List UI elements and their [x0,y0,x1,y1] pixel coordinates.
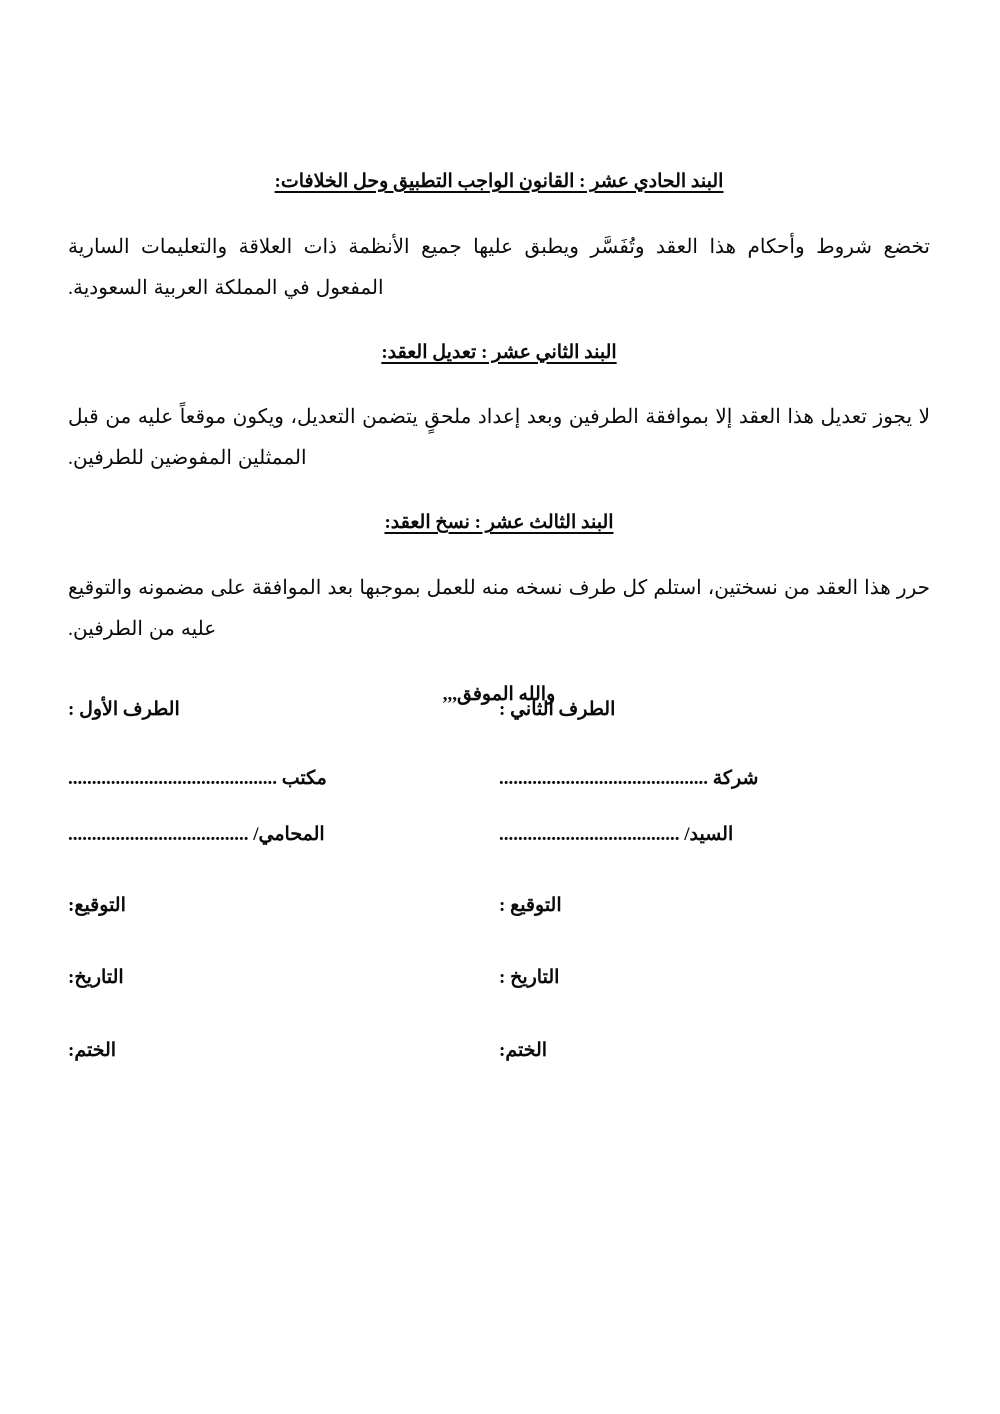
signature-row-seal [68,1037,930,1066]
second-party-seal-label: الختم: [499,1039,548,1061]
clause-heading-13 [68,509,930,538]
first-party-signature-label: التوقيع: [68,894,126,916]
signature-block [68,696,930,1065]
first-party-entity [68,765,499,794]
second-party-person-label: السيد/ [684,824,734,845]
second-party-entity-label: شركة [712,767,759,789]
clause-heading-11 [68,168,930,197]
second-party-entity-leader: ............................................ [499,767,708,789]
spacer [68,650,930,680]
first-party-person-label: المحامي/ [253,824,325,845]
clause-body-12: لا يجوز تعديل هذا العقد إلا بموافقة الطرفين وبعد إعداد ملحقٍ يتضمن التعديل، ويكون موقعاً عليه من قبل الممثلين المفوضين للطرفين. [68,406,930,469]
first-party-seal-label: الختم: [68,1039,117,1061]
spacer [68,538,930,568]
clause-heading-13-text: البند الثالث عشر : نسخ العقد: [384,512,614,533]
spacer [68,309,930,339]
spacer [68,367,930,397]
first-party-entity-leader: ............................................ [68,767,277,789]
second-party-date-label: التاريخ : [499,967,560,988]
spacer [68,197,930,227]
first-party-person-leader: ...................................... [68,824,249,845]
second-party-title: الطرف الثاني : [499,699,616,720]
first-party-date-label: التاريخ: [68,967,124,988]
clause-body-13: حرر هذا العقد من نسختين، استلم كل طرف نسخه منه للعمل بموجبها بعد الموافقة على مضمونه والتوقيع عليه من الطرفين. [68,576,930,640]
clause-heading-12-text: البند الثاني عشر : تعديل العقد: [381,341,617,363]
second-party-person [499,821,930,850]
first-party-title: الطرف الأول : [68,699,180,720]
signature-row-signature [68,892,930,921]
clause-body-11: تخضع شروط وأحكام هذا العقد وتُفَسَّر ويطبق عليها جميع الأنظمة ذات العلاقة والتعليمات السارية المفعول في المملكة العربية السعودية. [68,235,930,299]
signature-row-party-titles [68,696,930,725]
signature-row-date [68,964,930,993]
first-party-entity-label: مكتب [281,767,327,789]
clause-heading-12 [68,339,930,368]
contract-body [68,168,930,710]
clause-heading-11-text: البند الحادي عشر : القانون الواجب التطبيق وحل الخلافات: [274,171,724,192]
signature-row-person [68,821,930,850]
second-party-entity [499,765,930,794]
second-party-signature-label: التوقيع : [499,894,562,916]
closing-blessing: والله الموفق,,, [442,683,556,705]
second-party-person-leader: ...................................... [499,824,680,845]
spacer [68,479,930,509]
signature-row-entity [68,765,930,794]
first-party-person [68,821,499,850]
